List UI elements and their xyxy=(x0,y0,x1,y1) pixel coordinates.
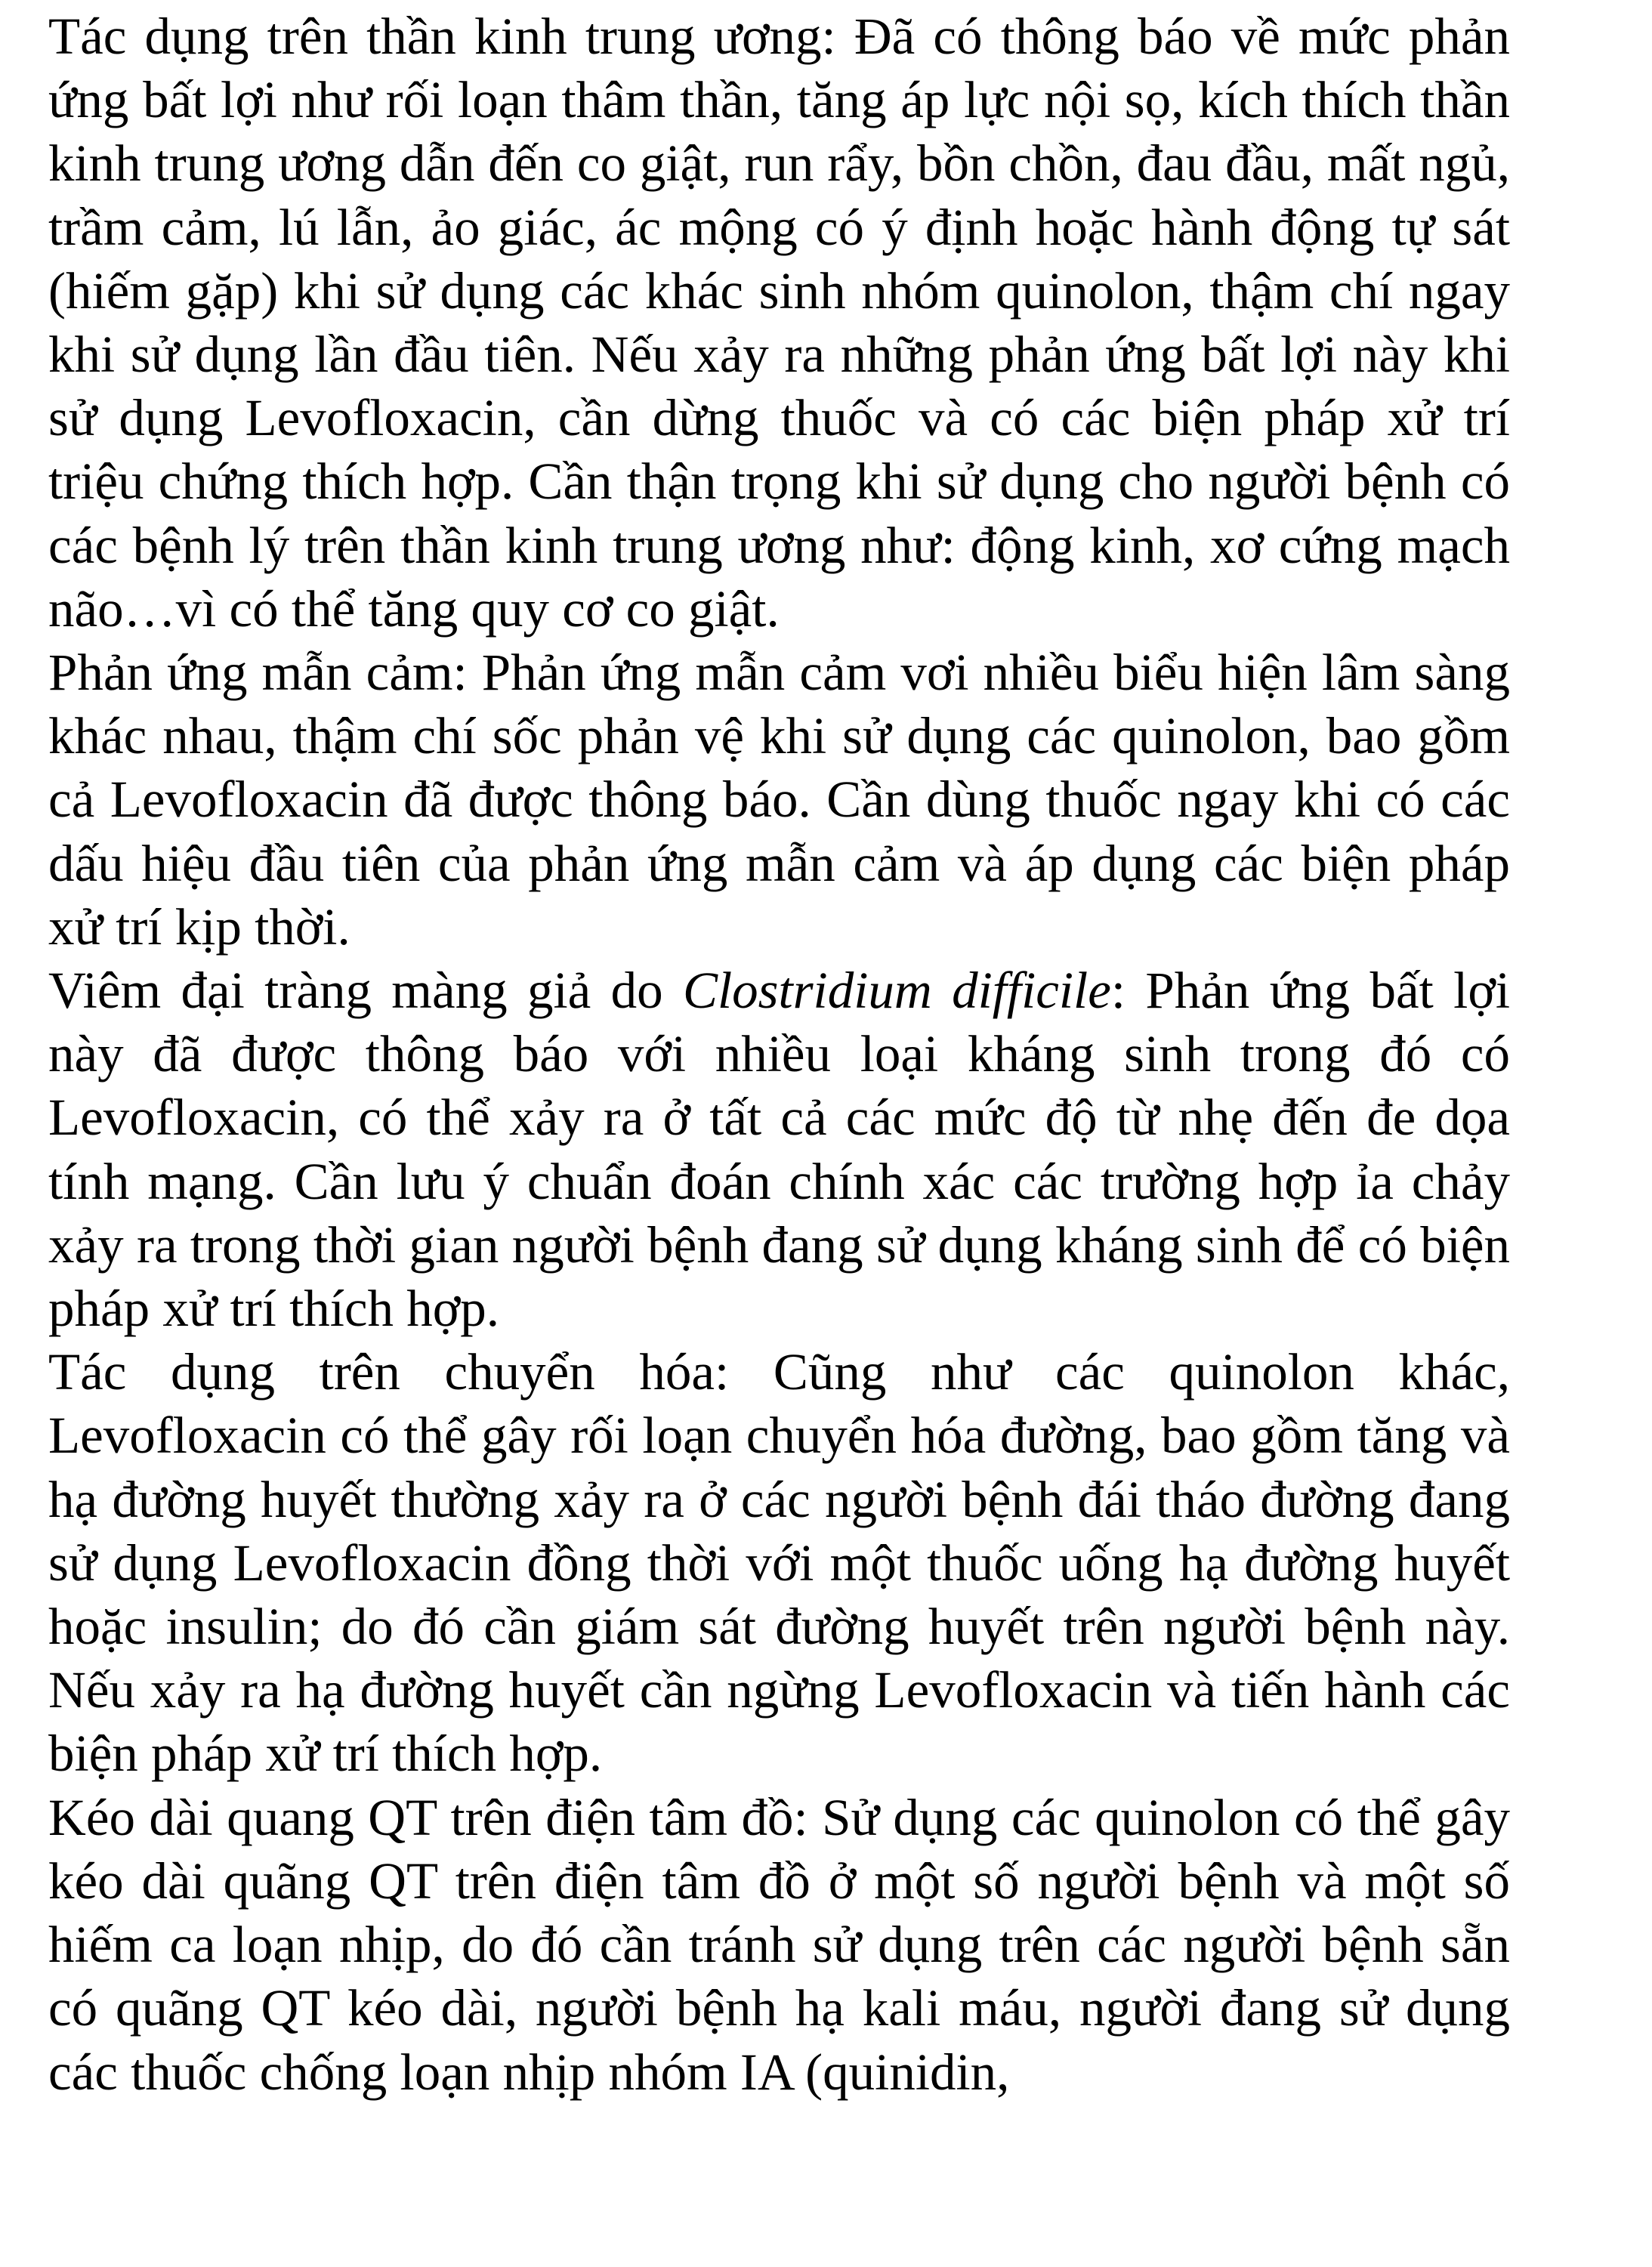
colitis-organism-name: Clostridium difficile xyxy=(682,962,1111,1020)
colitis-text-after: : Phản ứng bất lợi này đã được thông báo với nhiều loại kháng sinh trong đó có Levofloxacin, có thể xảy ra ở tất cả các mức độ từ nhẹ đến đe dọa tính mạng. Cần lưu ý chuẩn đoán chính xác các trường hợp ỉa chảy xảy ra trong thời gian người bệnh đang sử dụng kháng sinh để có biện pháp xử trí thích hợp. xyxy=(48,962,1510,1338)
colitis-text-before: Viêm đại tràng màng giả do xyxy=(48,962,683,1020)
paragraph-pseudomembranous-colitis xyxy=(48,959,1510,1340)
paragraph-metabolic-effects: Tác dụng trên chuyển hóa: Cũng như các quinolon khác, Levofloxacin có thể gây rối loạn chuyển hóa đường, bao gồm tăng và hạ đường huyết thường xảy ra ở các người bệnh đái tháo đường đang sử dụng Levofloxacin đồng thời với một thuốc uống hạ đường huyết hoặc insulin; do đó cần giám sát đường huyết trên người bệnh này. Nếu xảy ra hạ đường huyết cần ngừng Levofloxacin và tiến hành các biện pháp xử trí thích hợp. xyxy=(48,1343,1510,1783)
document-page xyxy=(48,5,1510,2104)
paragraph-hypersensitivity: Phản ứng mẫn cảm: Phản ứng mẫn cảm vơi nhiều biểu hiện lâm sàng khác nhau, thậm chí sốc phản vệ khi sử dụng các quinolon, bao gồm cả Levofloxacin đã được thông báo. Cần dùng thuốc ngay khi có các dấu hiệu đầu tiên của phản ứng mẫn cảm và áp dụng các biện pháp xử trí kịp thời. xyxy=(48,644,1510,956)
paragraph-qt-prolongation: Kéo dài quang QT trên điện tâm đồ: Sử dụng các quinolon có thể gây kéo dài quãng QT trên điện tâm đồ ở một số người bệnh và một số hiếm ca loạn nhịp, do đó cần tránh sử dụng trên các người bệnh sẵn có quãng QT kéo dài, người bệnh hạ kali máu, người đang sử dụng các thuốc chống loạn nhịp nhóm IA (quinidin, xyxy=(48,1788,1510,2101)
paragraph-cns-effects: Tác dụng trên thần kinh trung ương: Đã có thông báo về mức phản ứng bất lợi như rối loạn thâm thần, tăng áp lực nội sọ, kích thích thần kinh trung ương dẫn đến co giật, run rẩy, bồn chồn, đau đầu, mất ngủ, trầm cảm, lú lẫn, ảo giác, ác mộng có ý định hoặc hành động tự sát (hiếm gặp) khi sử dụng các khác sinh nhóm quinolon, thậm chí ngay khi sử dụng lần đầu tiên. Nếu xảy ra những phản ứng bất lợi này khi sử dụng Levofloxacin, cần dừng thuốc và có các biện pháp xử trí triệu chứng thích hợp. Cần thận trọng khi sử dụng cho người bệnh có các bệnh lý trên thần kinh trung ương như: động kinh, xơ cứng mạch não…vì có thể tăng quy cơ co giật. xyxy=(48,8,1510,638)
